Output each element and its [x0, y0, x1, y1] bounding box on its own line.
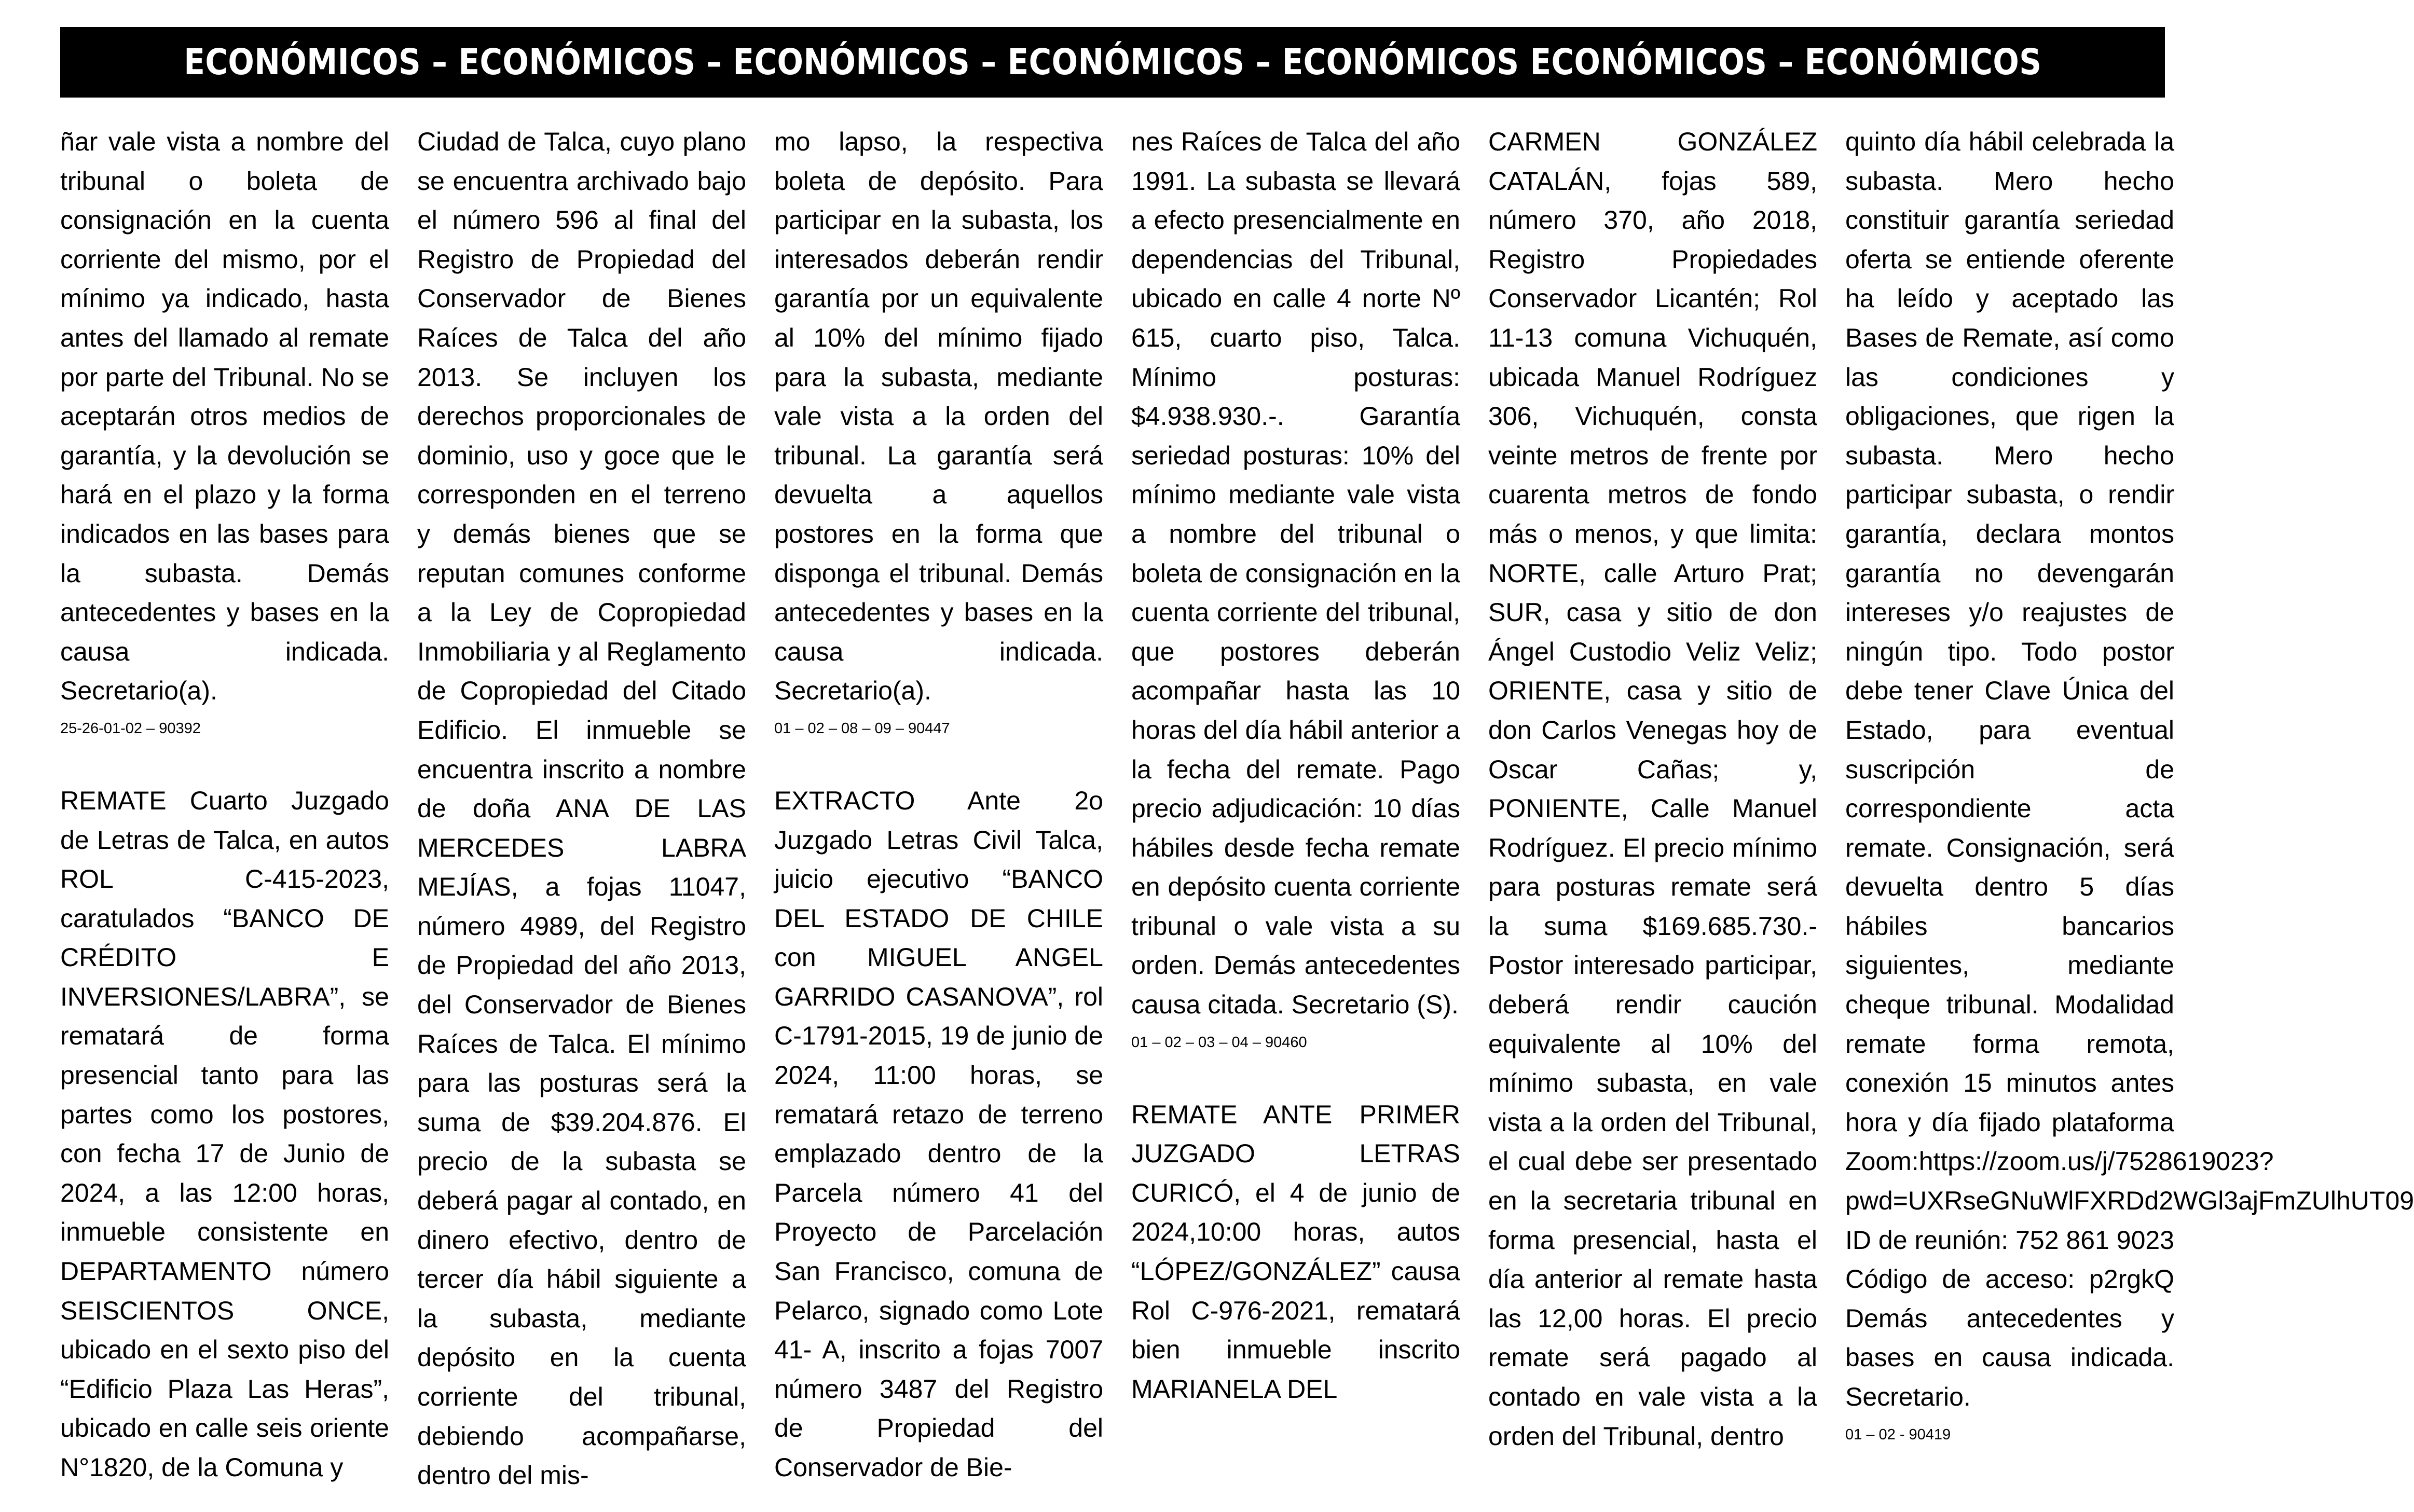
notice [1131, 1095, 1460, 1409]
column-4 [1131, 122, 1460, 1512]
column-5 [1488, 122, 1817, 1512]
notice-code: 01 – 02 – 03 – 04 – 90460 [1131, 1034, 1307, 1051]
notice-text: mo lapso, la respectiva boleta de depósito. Para participar en la subasta, los interesados deberán rendir garantía por un equivalente al 10% del mínimo fijado para la subasta, mediante vale vista a la orden del tribunal. La garantía será devuelta a aquellos postores en la forma que disponga el tribunal. Demás antecedentes y bases en la causa indicada. Secretario(a). [774, 127, 1103, 706]
notice-text: CARMEN GONZÁLEZ CATALÁN, fojas 589, número 370, año 2018, Registro Propiedades Conservador Licantén; Rol 11-13 comuna Vichuquén, ubicada Manuel Rodríguez 306, Vichuquén, consta veinte metros de frente por cuarenta metros de fondo más o menos, y que limita: NORTE, calle Arturo Prat; SUR, casa y sitio de don Ángel Custodio Veliz Veliz; ORIENTE, casa y sitio de don Carlos Venegas hoy de Oscar Cañas; y, PONIENTE, Calle Manuel Rodríguez. El precio mínimo para posturas remate será la suma $169.685.730.- Postor interesado participar, deberá rendir caución equivalente al 10% del mínimo subasta, en vale vista a la orden del Tribunal, el cual debe ser presentado en la secretaria tribunal en forma presencial, hasta el día anterior al remate hasta las 12,00 horas. El precio remate será pagado al contado en vale vista a la orden del Tribunal, dentro [1488, 127, 1817, 1451]
notice [60, 122, 389, 739]
notice [774, 122, 1103, 739]
notice-code: 01 – 02 - 90419 [1845, 1426, 1951, 1443]
notice-text: quinto día hábil celebrada la subasta. Mero hecho constituir garantía seriedad oferta se entiende oferente ha leído y aceptado las Bases de Remate, así como las condiciones y obligaciones, que rigen la subasta. Mero hecho participar subasta, o rendir garantía, declara montos garantía no devengarán intereses y/o reajustes de ningún tipo. Todo postor debe tener Clave Única del Estado, para eventual suscripción de correspondiente acta remate. Consignación, será devuelta dentro 5 días hábiles bancarios siguientes, mediante cheque tribunal. Modalidad remate forma remota, conexión 15 minutos antes hora y día fijado plataforma Zoom:https://zoom.us/j/7528619023?pwd=UXRseGNuWlFXRDd2WGl3ajFmZUlhUT09 ID de reunión: 752 861 9023 Código de acceso: p2rgkQ Demás antecedentes y bases en causa indicada. Secretario. [1845, 127, 2414, 1411]
notice [1131, 122, 1460, 1053]
notices-columns [60, 122, 2414, 1512]
notice-text: EXTRACTO Ante 2o Juzgado Letras Civil Talca, juicio ejecutivo “BANCO DEL ESTADO DE CHILE con MIGUEL ANGEL GARRIDO CASANOVA”, rol C-1791-2015, 19 de junio de 2024, 11:00 horas, se rematará retazo de terreno emplazado dentro de la Parcela número 41 del Proyecto de Parcelación San Francisco, comuna de Pelarco, signado como Lote 41- A, inscrito a fojas 7007 número 3487 del Registro de Propiedad del Conservador de Bie- [774, 786, 1103, 1482]
notice-text: Ciudad de Talca, cuyo plano se encuentra archivado bajo el número 596 al final del Registro de Propiedad del Conservador de Bienes Raíces de Talca del año 2013. Se incluyen los derechos proporcionales de dominio, uso y goce que le corresponden en el terreno y demás bienes que se reputan comunes conforme a la Ley de Copropiedad Inmobiliaria y al Reglamento de Copropiedad del Citado Edificio. El inmueble se encuentra inscrito a nombre de doña ANA DE LAS MERCEDES LABRA MEJÍAS, a fojas 11047, número 4989, del Registro de Propiedad del año 2013, del Conservador de Bienes Raíces de Talca. El mínimo para las posturas será la suma de $39.204.876. El precio de la subasta se deberá pagar al contado, en dinero efectivo, dentro de tercer día hábil siguiente a la subasta, mediante depósito en la cuenta corriente del tribunal, debiendo acompañarse, dentro del mis- [417, 127, 746, 1490]
notice-text: ñar vale vista a nombre del tribunal o boleta de consignación en la cuenta corriente del mismo, por el mínimo ya indicado, hasta antes del llamado al remate por parte del Tribunal. No se aceptarán otros medios de garantía, y la devolución se hará en el plazo y la forma indicados en las bases para la subasta. Demás antecedentes y bases en la causa indicada. Secretario(a). [60, 127, 389, 706]
notice [774, 781, 1103, 1488]
section-banner [60, 27, 2165, 98]
notice [1488, 122, 1817, 1456]
notice-code: 25-26-01-02 – 90392 [60, 720, 201, 737]
notice [417, 122, 746, 1495]
column-1 [60, 122, 389, 1512]
notice-text: REMATE Cuarto Juzgado de Letras de Talca, en autos ROL C-415-2023, caratulados “BANCO DE CRÉDITO E INVERSIONES/LABRA”, se rematará de forma presencial tanto para las partes como los postores, con fecha 17 de Junio de 2024, a las 12:00 horas, inmueble consistente en DEPARTAMENTO número SEISCIENTOS ONCE, ubicado en el sexto piso del “Edificio Plaza Las Heras”, ubicado en calle seis oriente N°1820, de la Comuna y [60, 786, 389, 1482]
notice-code: 01 – 02 – 08 – 09 – 90447 [774, 720, 950, 737]
notice [1845, 122, 2414, 1445]
column-3 [774, 122, 1103, 1512]
notice-text: REMATE ANTE PRIMER JUZGADO LETRAS CURICÓ, el 4 de junio de 2024,10:00 horas, autos “LÓPEZ/GONZÁLEZ” causa Rol C-976-2021, rematará bien inmueble inscrito MARIANELA DEL [1131, 1099, 1460, 1404]
column-2 [417, 122, 746, 1512]
notice-text: nes Raíces de Talca del año 1991. La subasta se llevará a efecto presencialmente en dependencias del Tribunal, ubicado en calle 4 norte Nº 615, cuarto piso, Talca. Mínimo posturas: $4.938.930.-. Garantía seriedad posturas: 10% del mínimo mediante vale vista a nombre del tribunal o boleta de consignación en la cuenta corriente del tribunal, que postores deberán acompañar hasta las 10 horas del día hábil anterior a la fecha del remate. Pago precio adjudicación: 10 días hábiles desde fecha remate en depósito cuenta corriente tribunal o vale vista a su orden. Demás antecedentes causa citada. Secretario (S). [1131, 127, 1460, 1020]
notice [60, 781, 389, 1488]
column-6 [1845, 122, 2414, 1512]
section-banner-title: ECONÓMICOS – ECONÓMICOS – ECONÓMICOS – ECONÓMICOS – ECONÓMICOS ECONÓMICOS – ECONÓMICOS [183, 42, 2042, 83]
